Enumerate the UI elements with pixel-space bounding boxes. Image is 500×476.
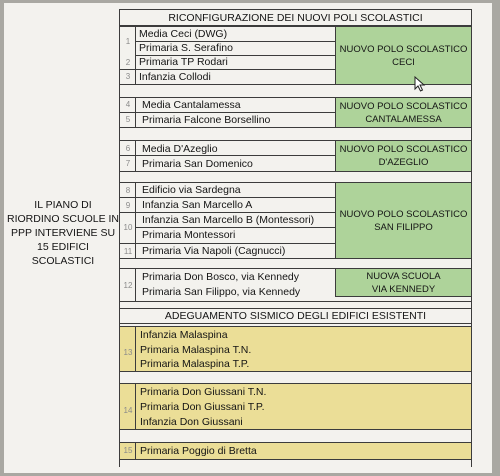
- row-number: 7: [125, 159, 131, 168]
- row-number: 6: [125, 144, 131, 153]
- mouse-pointer-icon: [414, 76, 426, 92]
- school-name: Primaria San Domenico: [142, 158, 253, 170]
- result-line: CECI: [392, 56, 415, 68]
- school-name: Primaria Poggio di Bretta: [140, 445, 257, 457]
- plan-summary-line: IL PIANO DI: [34, 199, 92, 211]
- row-number: 1: [125, 37, 131, 46]
- result-line: SAN FILIPPO: [374, 221, 433, 233]
- row-number: 10: [123, 223, 133, 232]
- result-line: NUOVO POLO SCOLASTICO: [339, 208, 468, 220]
- row-number: 3: [125, 72, 131, 81]
- new-pole-dazeglio: [335, 140, 472, 172]
- school-name: Infanzia San Marcello A: [142, 199, 253, 211]
- school-name: Primaria TP Rodari: [139, 56, 228, 68]
- school-name: Primaria Via Napoli (Cagnucci): [142, 245, 286, 257]
- section-header-text: RICONFIGURAZIONE DEI NUOVI POLI SCOLASTICI: [168, 12, 423, 24]
- plan-summary-line: RIORDINO SCUOLE IN: [6, 213, 119, 225]
- plan-summary-line: SCOLASTICI: [31, 255, 95, 267]
- school-name: Primaria Don Giussani T.P.: [140, 401, 265, 413]
- result-line: NUOVO POLO SCOLASTICO: [339, 144, 468, 155]
- new-school-via-kennedy: [335, 268, 472, 297]
- school-name: Media Ceci (DWG): [139, 28, 228, 40]
- row-number: 11: [123, 247, 133, 256]
- school-name: Infanzia Collodi: [139, 71, 211, 83]
- school-name: Infanzia Don Giussani: [140, 416, 243, 428]
- result-line: NUOVA SCUOLA: [366, 270, 441, 282]
- school-name: Media Cantalamessa: [142, 99, 241, 111]
- plan-summary-label: [4, 198, 122, 268]
- school-name: Primaria Montessori: [142, 229, 236, 241]
- section-header-text: ADEGUAMENTO SISMICO DEGLI EDIFICI ESISTENTI: [164, 310, 427, 322]
- result-line: D'AZEGLIO: [378, 157, 429, 168]
- school-name: Media D'Azeglio: [142, 143, 218, 155]
- school-name: Infanzia San Marcello B (Montessori): [142, 214, 315, 226]
- school-name: Primaria Don Bosco, via Kennedy: [142, 271, 299, 283]
- new-pole-ceci: [335, 26, 472, 85]
- document-page: [4, 3, 492, 473]
- section-header-seismic: [119, 308, 472, 324]
- result-line: NUOVO POLO SCOLASTICO: [339, 43, 468, 55]
- school-name: Infanzia Malaspina: [140, 329, 228, 341]
- row-number: 9: [125, 201, 131, 210]
- new-pole-san-filippo: [335, 182, 472, 259]
- school-name: Primaria Malaspina T.N.: [140, 344, 252, 356]
- school-name: Edificio via Sardegna: [142, 184, 241, 196]
- row-number: 4: [125, 100, 131, 109]
- row-number: 15: [123, 446, 133, 455]
- school-name: Primaria Don Giussani T.N.: [140, 386, 267, 398]
- row-number: 12: [123, 281, 133, 290]
- plan-summary-line: 15 EDIFICI: [37, 241, 89, 253]
- row-number: 14: [123, 406, 133, 415]
- school-name: Primaria San Filippo, via Kennedy: [142, 286, 301, 298]
- row-number: 5: [125, 115, 131, 124]
- result-line: VIA KENNEDY: [371, 283, 436, 295]
- school-name: Primaria Falcone Borsellino: [142, 114, 271, 126]
- school-name: Primaria S. Serafino: [139, 42, 233, 54]
- result-line: CANTALAMESSA: [365, 113, 442, 125]
- row-number: 2: [125, 58, 131, 67]
- result-line: NUOVO POLO SCOLASTICO: [339, 100, 468, 112]
- section-header-reconfiguration: [119, 9, 472, 26]
- plan-summary-line: PPP INTERVIENE SU: [10, 227, 116, 239]
- row-number: 8: [125, 186, 131, 195]
- school-name: Primaria Malaspina T.P.: [140, 358, 250, 370]
- new-pole-cantalamessa: [335, 97, 472, 128]
- row-number: 13: [123, 348, 133, 357]
